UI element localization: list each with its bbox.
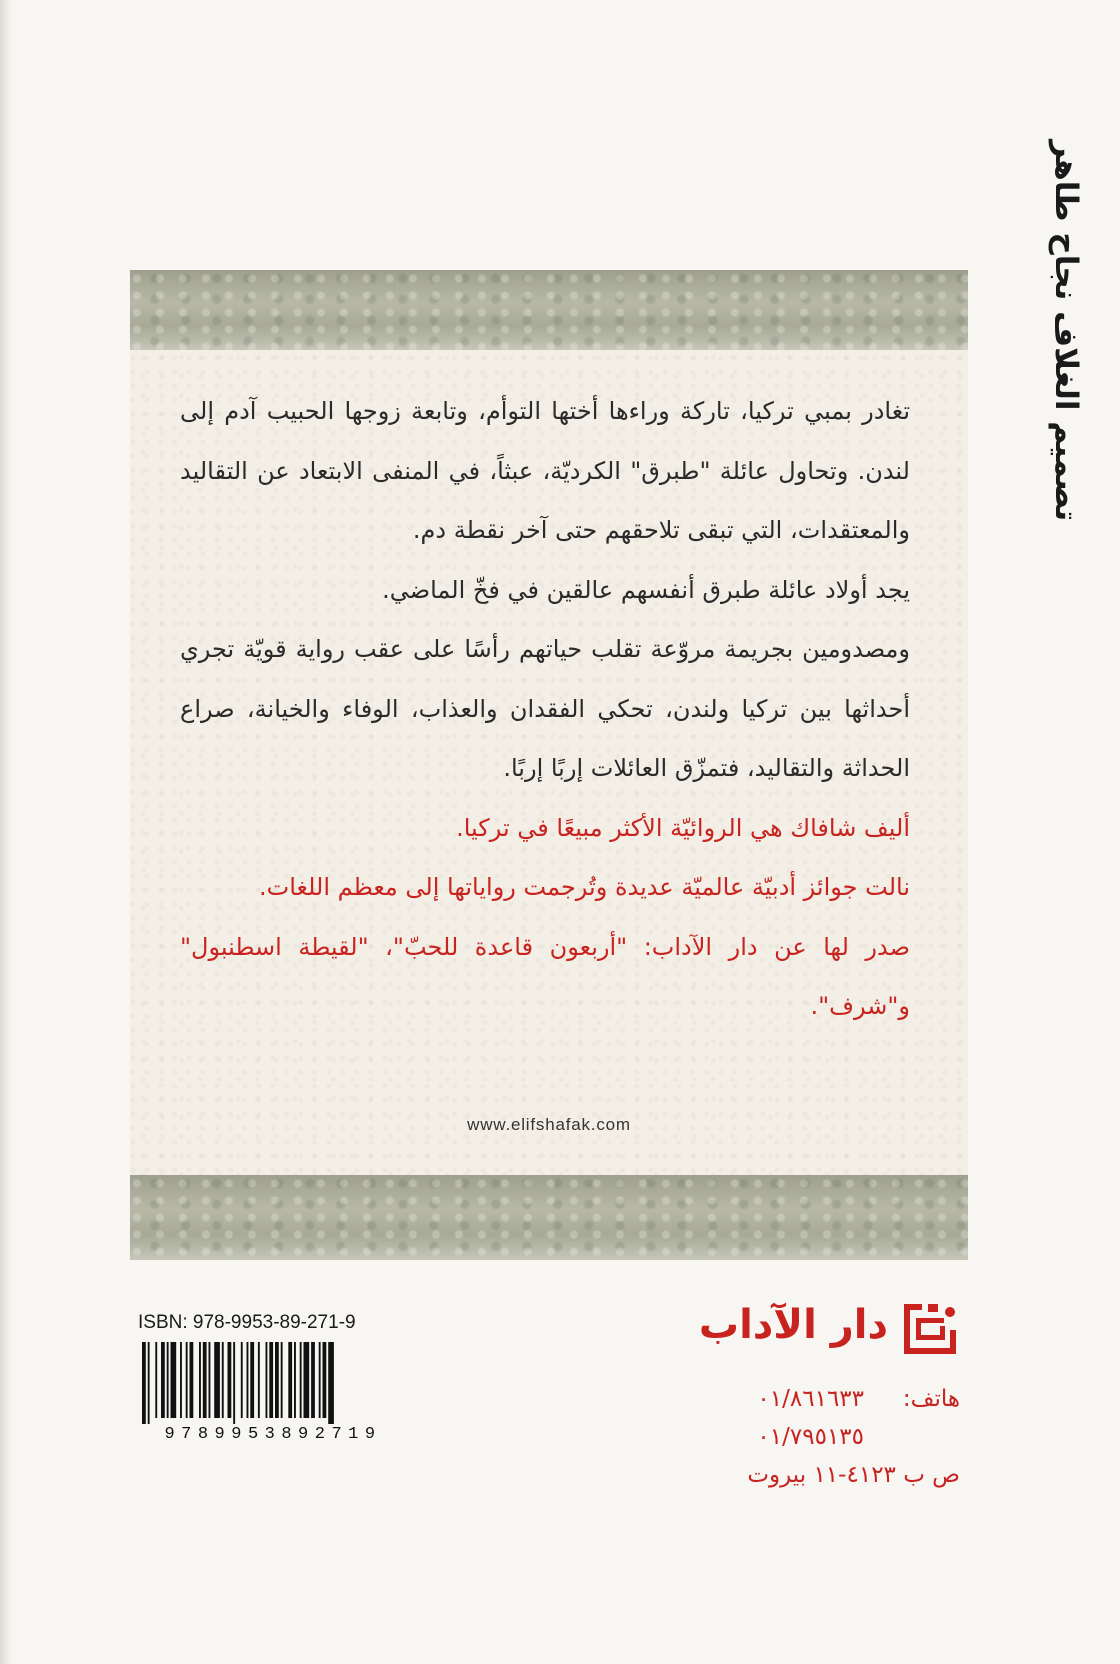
phone-line-1: [670, 1380, 960, 1418]
barcode-bar: [214, 1342, 220, 1418]
barcode-bar: [209, 1342, 211, 1418]
barcode-bar: [266, 1342, 268, 1418]
page-edge: [0, 0, 12, 1664]
barcode-bar: [288, 1342, 292, 1418]
barcode-bar: [161, 1342, 165, 1418]
blurb-paragraph-3: ومصدومين بجريمة مروّعة تقلب حياتهم رأسًا على عقب رواية قويّة تجري أحداثها بين تركيا ولندن، تحكي الفقدان والعذاب، الوفاء والخيانة، صراع الحداثة والتقاليد، فتمزّق العائلات إربًا إربًا.: [180, 635, 910, 782]
barcode-bar: [281, 1342, 283, 1418]
barcode-bar: [294, 1342, 296, 1418]
publisher-block: [680, 1300, 960, 1360]
author-bio-2: نالت جوائز أدبيّة عالميّة عديدة وتُرجمت رواياتها إلى معظم اللغات.: [259, 873, 910, 901]
barcode-bar: [328, 1342, 334, 1424]
barcode-bar: [155, 1342, 157, 1418]
publisher-contact: [670, 1380, 960, 1494]
barcode-bar: [190, 1342, 194, 1418]
barcode-bar: [247, 1342, 249, 1418]
blurb-text: [180, 382, 910, 1037]
panel-bottom-band: [130, 1175, 968, 1260]
barcode-bar: [222, 1342, 224, 1418]
phone-line-2: [670, 1418, 960, 1456]
barcode-bar: [250, 1342, 254, 1418]
isbn-label: ISBN: 978-9953-89-271-9: [138, 1312, 356, 1333]
publisher-logo-icon: [900, 1300, 960, 1358]
phone-number-1: ٠١/٨٦١٦٣٣: [757, 1386, 864, 1412]
barcode-bar: [269, 1342, 273, 1418]
barcode-bar: [275, 1342, 279, 1418]
barcode-bar: [180, 1342, 182, 1418]
barcode-bar: [203, 1342, 207, 1418]
barcode-bar: [199, 1342, 201, 1418]
postal-address: ص ب ٤١٢٣-١١ بيروت: [747, 1462, 960, 1488]
author-website: www.elifshafak.com: [467, 1115, 631, 1134]
phone-number-2: ٠١/٧٩٥١٣٥: [757, 1424, 864, 1450]
barcode-bar: [323, 1342, 327, 1418]
barcode-digits: 9789953892719: [164, 1425, 382, 1440]
blurb-paragraph-2: يجد أولاد عائلة طبرق أنفسهم عالقين في فخّ الماضي.: [382, 575, 910, 604]
panel-top-band: [130, 270, 968, 350]
barcode-bar: [300, 1342, 302, 1418]
isbn-barcode: [138, 1340, 408, 1440]
blurb-paragraph-1: تغادر بمبي تركيا، تاركة وراءها أختها التوأم، وتابعة زوجها الحبيب آدم إلى لندن. وتحاول عائلة "طبرق" الكرديّة، عبثاً، في المنفى الابتعاد عن التقاليد والمعتقدات، التي تبقى تلاحقهم حتى آخر نقطة دم.: [180, 397, 910, 544]
barcode-bar: [319, 1342, 321, 1418]
barcode-bar: [148, 1342, 150, 1424]
barcode-bar: [233, 1342, 235, 1424]
barcode-bar: [171, 1342, 177, 1418]
barcode-bar: [167, 1342, 169, 1418]
phone-label: هاتف:: [902, 1386, 960, 1412]
author-bio-1: أليف شافاك هي الروائيّة الأكثر مبيعًا في تركيا.: [456, 813, 910, 842]
barcode-bar: [228, 1342, 232, 1418]
barcode-bar: [186, 1342, 188, 1418]
cover-design-credit: تصميم الغلاف نجاح طاهر: [1048, 140, 1084, 522]
blurb-panel: [130, 270, 968, 1260]
barcode-bar: [142, 1342, 146, 1424]
barcode-bar: [258, 1342, 260, 1418]
barcode-bar: [311, 1342, 315, 1418]
barcode-bar: [241, 1342, 243, 1418]
publisher-name: دار الآداب: [698, 1302, 888, 1348]
barcode-bar: [304, 1342, 310, 1418]
author-bio-3: صدر لها عن دار الآداب: "أربعون قاعدة للحبّ"، "لقيطة اسطنبول" و"شرف".: [180, 932, 910, 1020]
